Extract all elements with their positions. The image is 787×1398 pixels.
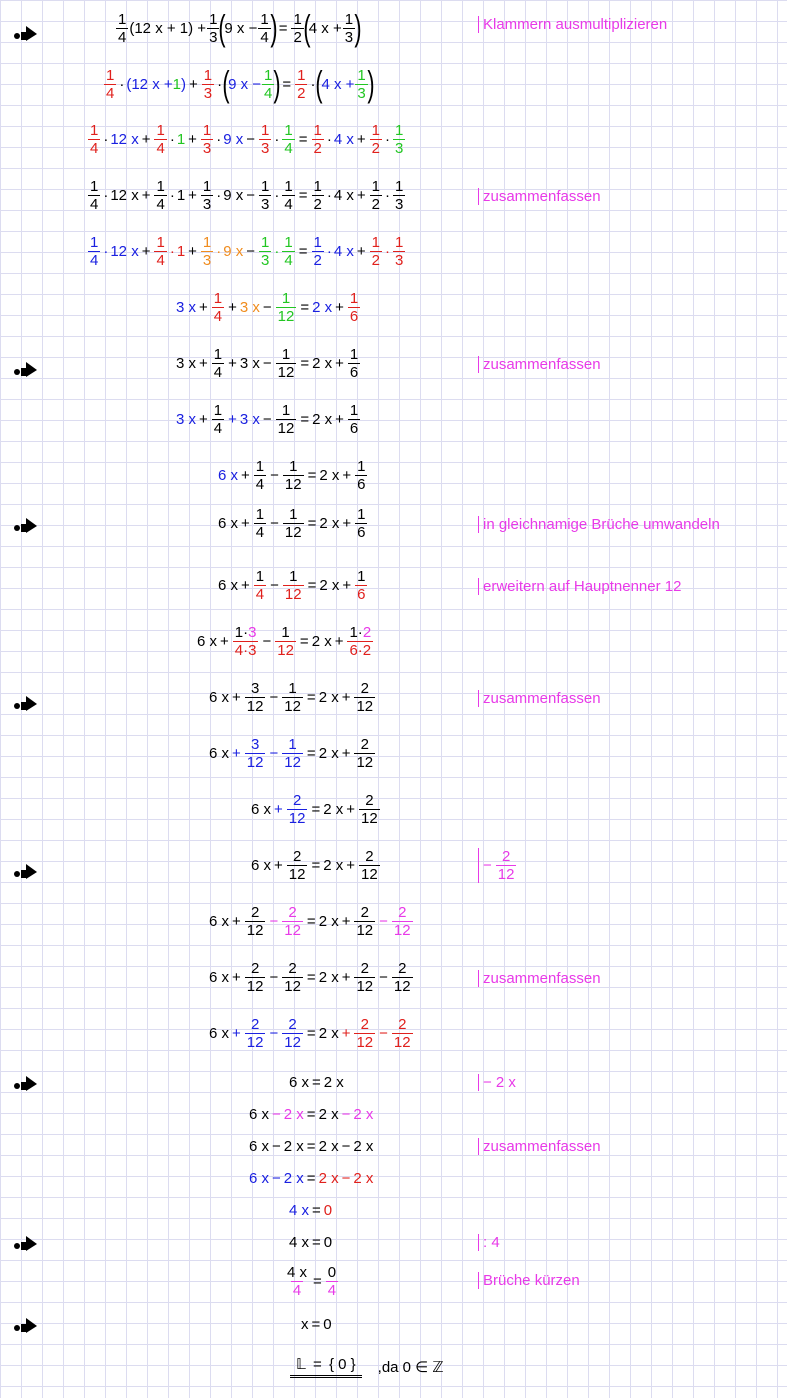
set-value: 0 (338, 1356, 347, 1373)
minus-sign: − (483, 857, 492, 874)
equation: 6 x + $\frac{2}{12}$ − $\frac{2}{12}$ = 2 x + $\frac{2}{12}$ − $\frac{2}{12}$ (209, 960, 411, 995)
note: Klammern ausmultiplizieren (478, 16, 667, 33)
equation: 6 x + $\frac{3}{12}$ − $\frac{1}{12}$ = 2 x + $\frac{2}{12}$ (209, 736, 374, 771)
equation: 4 x = 0 (289, 1234, 333, 1251)
note: Brüche kürzen (478, 1272, 580, 1289)
equation: 1 4 · 12 x + $\frac{1}{4}$ · 1 + $\frac{1}{3}$ · 9 x − $\frac{1}{3}$ · $\frac{1}{4}$ = $\frac{1}{2}$ · 4 x + $\frac{1}{2}$ · 1 3 (90, 122, 404, 157)
equation: 6 x + $\frac{1}{4}$ − $\frac{1}{12}$ = 2 x + $\frac{1}{6}$ (218, 568, 366, 603)
equation: $\frac{4 x}{4}$ = $\frac{0}{4}$ (287, 1264, 337, 1299)
equation: 6 x + $\frac{2}{12}$ = 2 x + $\frac{2}{12}$ (251, 792, 378, 827)
note: zusammenfassen (478, 690, 601, 707)
equation: 6 x − 2 x = 2 x − 2 x (249, 1170, 374, 1187)
equation: 6 x + $\frac{1\cdot 3}{4\cdot 3}$ − $\frac{1}{12}$ = 2 x + $\frac{1\cdot 2}{6\cdot 2}$ (197, 624, 372, 659)
eval-arrow-icon (13, 1074, 39, 1092)
solution-reason: ,da 0 ∈ ℤ (377, 1358, 444, 1376)
eval-arrow-icon (13, 1234, 39, 1252)
solution-set-box: 𝕃 = { 0 } (290, 1355, 362, 1378)
equation: 1 4 · 12 x + $\frac{1}{4}$ · 1 + $\frac{1}{3}$ · 9 x − $\frac{1}{3}$ · $\frac{1}{4}$ = $\frac{1}{2}$ · 4 x + $\frac{1}{2}$ · 1 3 (90, 178, 404, 213)
note: − 2 x (478, 1074, 516, 1091)
eval-arrow-icon (13, 862, 39, 880)
equation: 1 4 · 12 x + $\frac{1}{4}$ · 1 + $\frac{1}{3}$ · 9 x − $\frac{1}{3}$ · $\frac{1}{4}$ = $\frac{1}{2}$ · 4 x + $\frac{1}{2}$ · 1 3 (90, 234, 404, 269)
equation: 1 4 · (12 x + 1 ) + $\frac{1}{3}$ · ( 9 x − $\frac{1}{4}$ ) = $\frac{1}{2}$ · ( 4 x + $\frac{1}{3}$ ) (106, 63, 375, 104)
equation: 3 x + $\frac{1}{4}$ + 3 x − $\frac{1}{12}$ = 2 x + $\frac{1}{6}$ (176, 290, 359, 325)
note: in gleichnamige Brüche umwandeln (478, 516, 720, 533)
equation: 6 x + $\frac{2}{12}$ = 2 x + $\frac{2}{12}$ (251, 848, 378, 883)
equation: 6 x − 2 x = 2 x − 2 x (249, 1138, 374, 1155)
equation: 6 x = 2 x (289, 1074, 344, 1091)
equation: 3 x + $\frac{1}{4}$ + 3 x − $\frac{1}{12}$ = 2 x + $\frac{1}{6}$ (176, 402, 359, 437)
equation: 6 x + $\frac{2}{12}$ − $\frac{2}{12}$ = 2 x + $\frac{2}{12}$ − $\frac{2}{12}$ (209, 904, 411, 939)
note: erweitern auf Hauptnenner 12 (478, 578, 681, 595)
equation: 6 x + $\frac{1}{4}$ − $\frac{1}{12}$ = 2 x + $\frac{1}{6}$ (218, 458, 366, 493)
equation: 6 x + $\frac{3}{12}$ − $\frac{1}{12}$ = 2 x + $\frac{2}{12}$ (209, 680, 374, 715)
equation: 6 x + $\frac{1}{4}$ − $\frac{1}{12}$ = 2 x + $\frac{1}{6}$ (218, 506, 366, 541)
solution-set (290, 1355, 444, 1378)
note: : 4 (478, 1234, 500, 1251)
set-symbol: 𝕃 (296, 1356, 306, 1373)
eval-arrow-icon (13, 360, 39, 378)
eval-arrow-icon (13, 516, 39, 534)
eval-arrow-icon (13, 24, 39, 42)
equation: 3 x + $\frac{1}{4}$ + 3 x − $\frac{1}{12}$ = 2 x + $\frac{1}{6}$ (176, 346, 359, 381)
set-close: } (350, 1356, 356, 1373)
set-open: { (328, 1356, 334, 1373)
equation: 1 4 (12 x + 1) + $\frac{1}{3}$ ( 9 x − $\frac{1}{4}$ ) = $\frac{1}{2}$ ( 4 x + $\frac{1}{3}$ ) (118, 7, 362, 48)
eval-arrow-icon (13, 694, 39, 712)
equation: x = 0 (301, 1316, 332, 1333)
note: zusammenfassen (478, 970, 601, 987)
note: zusammenfassen (478, 1138, 601, 1155)
note: zusammenfassen (478, 356, 601, 373)
note: − $\frac{2}{12}$ (478, 848, 517, 883)
equation: 6 x + $\frac{2}{12}$ − $\frac{2}{12}$ = 2 x + $\frac{2}{12}$ − $\frac{2}{12}$ (209, 1016, 411, 1051)
equation: 6 x − 2 x = 2 x − 2 x (249, 1106, 374, 1123)
eval-arrow-icon (13, 1316, 39, 1334)
note: zusammenfassen (478, 188, 601, 205)
equation: 4 x = 0 (289, 1202, 333, 1219)
